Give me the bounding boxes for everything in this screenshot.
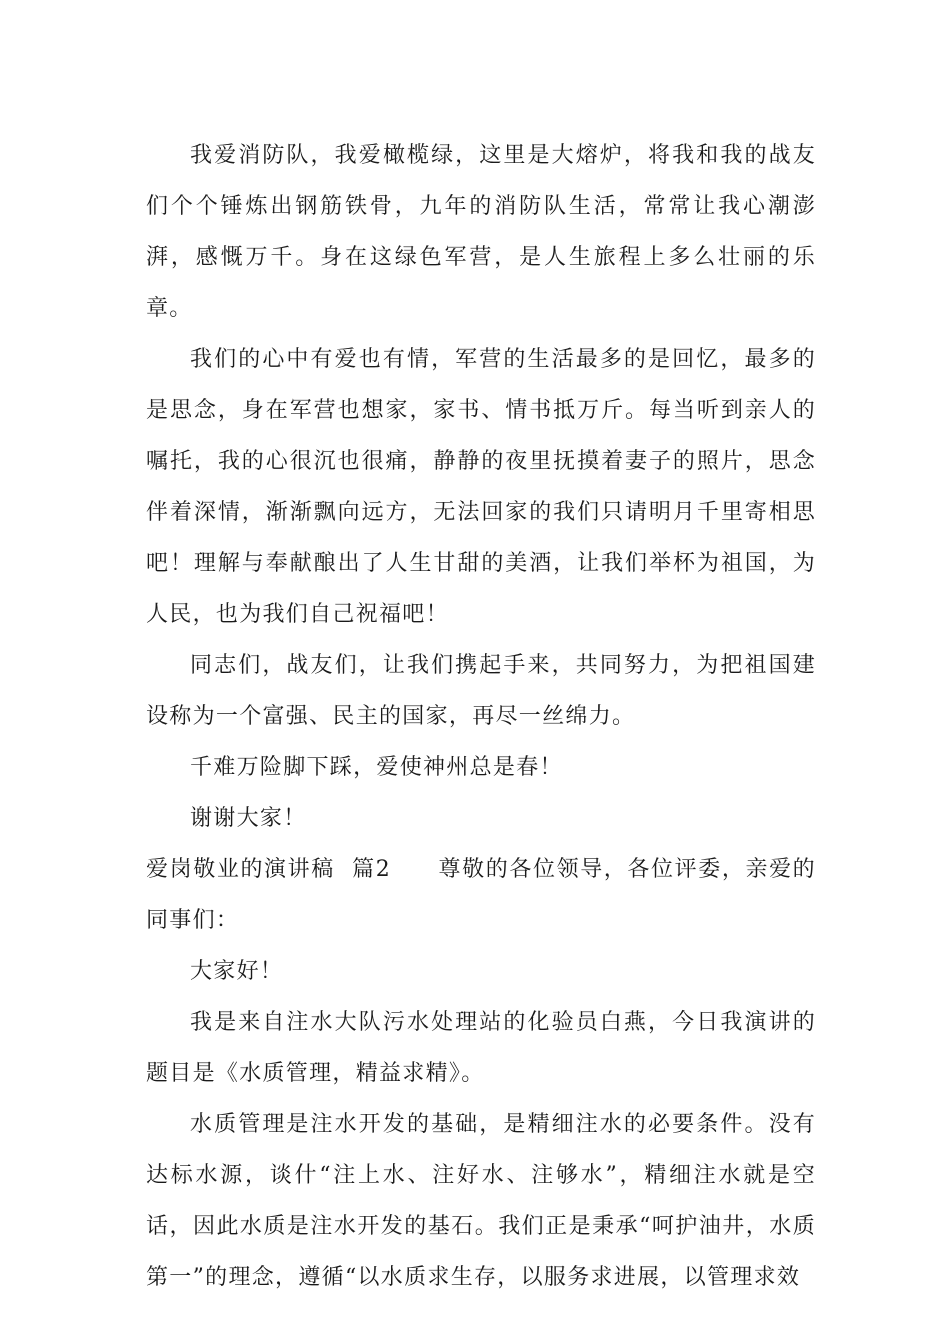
paragraph-fire-brigade: 我爱消防队，我爱橄榄绿，这里是大熔炉，将我和我的战友们个个锤炼出钢筋铁骨，九年的消防队生活，常常让我心潮澎湃，感慨万千。身在这绿色军营，是人生旅程上多么壮丽的乐章。: [146, 143, 816, 321]
section-title: 爱岗敬业的演讲稿 篇2: [146, 857, 391, 882]
paragraph-motto: 千难万险脚下踩，爱使神州总是春！: [190, 755, 563, 780]
section-gap: [391, 857, 439, 882]
paragraph-comrades: 同志们，战友们，让我们携起手来，共同努力，为把祖国建设称为一个富强、民主的国家，再尽一丝绵力。: [146, 653, 816, 729]
paragraph-intro: 我是来自注水大队污水处理站的化验员白燕，今日我演讲的题目是《水质管理，精益求精》。: [146, 1010, 816, 1086]
section-opening: 尊敬的各位领导，各位评委，亲爱的同事们：: [146, 857, 816, 933]
paragraph-thanks: 谢谢大家！: [190, 806, 307, 831]
paragraph-water-quality: 水质管理是注水开发的基础，是精细注水的必要条件。没有达标水源，谈什“注上水、注好水、注够水”，精细注水就是空话，因此水质是注水开发的基石。我们正是秉承“呵护油井，水质第一”的理念，遵循“以水质求生存，以服务求进展，以管理求效: [146, 1112, 816, 1290]
paragraph-greeting: 大家好！: [190, 959, 284, 984]
paragraph-barracks-life: 我们的心中有爱也有情，军营的生活最多的是回忆，最多的是思念，身在军营也想家，家书、情书抵万斤。每当听到亲人的嘱托，我的心很沉也很痛，静静的夜里抚摸着妻子的照片，思念伴着深情，渐渐飘向远方，无法回家的我们只请明月千里寄相思吧！理解与奉献酿出了人生甘甜的美酒，让我们举杯为祖国，为人民，也为我们自己祝福吧！: [146, 347, 816, 627]
document-body: [146, 130, 816, 1303]
section-heading-line: [146, 844, 816, 946]
